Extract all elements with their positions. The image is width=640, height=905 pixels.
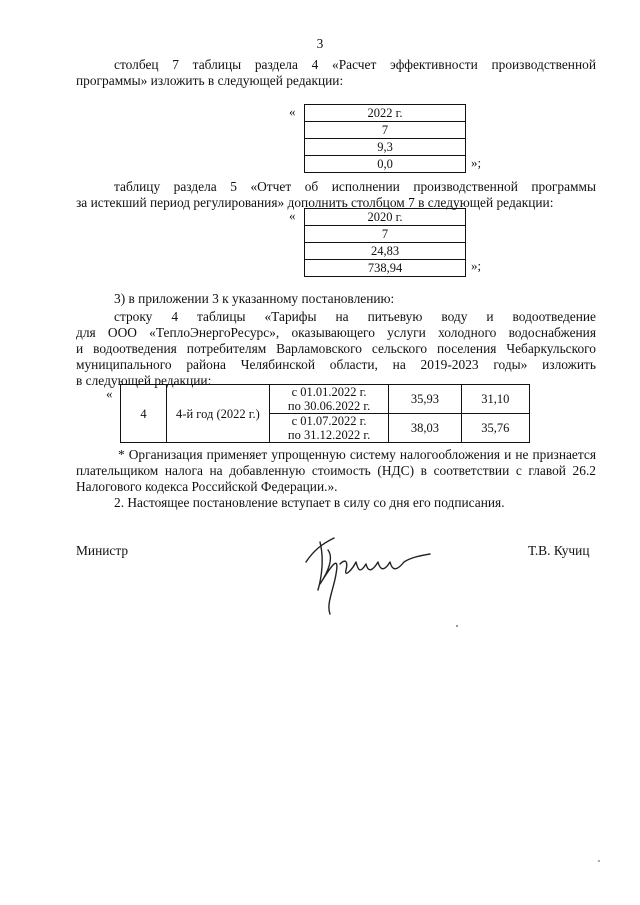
period-to: по 31.12.2022 г. (287, 428, 371, 442)
table3-value: 35,76 (461, 414, 529, 443)
page-number: 3 (316, 36, 324, 51)
table3-period (269, 414, 388, 443)
table2-cell: 2020 г. (305, 209, 466, 226)
table3-open-quote: « (106, 386, 113, 401)
table1-cell: 7 (305, 122, 466, 139)
signatory-title: Министр (76, 543, 129, 558)
para5: 2. Настоящее постановление вступает в силу со дня его подписания. (114, 495, 505, 510)
table3-row-number: 4 (121, 385, 167, 443)
table2 (304, 208, 466, 277)
table2-cell: 738,94 (305, 260, 466, 277)
period-from: с 01.07.2022 г. (291, 414, 367, 428)
period-to: по 30.06.2022 г. (287, 399, 371, 413)
table2-open-quote: « (289, 208, 296, 223)
table1-cell: 9,3 (305, 139, 466, 156)
table3-year: 4-й год (2022 г.) (166, 385, 269, 443)
table3-value: 35,93 (389, 385, 461, 414)
table1 (304, 104, 466, 173)
para4-line1: строку 4 таблицы «Тарифы на питьевую воду и водоотведение (114, 309, 596, 324)
table3-value: 38,03 (389, 414, 461, 443)
table2-cell: 7 (305, 226, 466, 243)
footnote-line1: * Организация применяет упрощенную систему налогообложения и не признается (118, 447, 596, 462)
para1-line1: столбец 7 таблицы раздела 4 «Расчет эффективности производственной (114, 57, 596, 72)
para4-line3: и водоотведения потребителям Варламовского сельского поселения Чебаркульского (76, 341, 596, 356)
table1-cell: 0,0 (305, 156, 466, 173)
table1-cell: 2022 г. (305, 105, 466, 122)
table1-close-quote: »; (471, 155, 482, 170)
para1-line2: программы» изложить в следующей редакции: (76, 73, 344, 88)
table1-open-quote: « (289, 104, 296, 119)
para3: 3) в приложении 3 к указанному постановлению: (114, 291, 395, 306)
para4-line4: муниципального района Челябинской области, на 2019-2023 годы» изложить (76, 357, 596, 372)
table2-cell: 24,83 (305, 243, 466, 260)
footnote-line2: плательщиком налога на добавленную стоимость (НДС) в соответствии с главой 26.2 (76, 463, 596, 478)
table3-value: 31,10 (461, 385, 529, 414)
scan-speck (598, 860, 600, 862)
para2-line2: за истекший период регулирования» дополнить столбцом 7 в следующей редакции: (76, 195, 554, 210)
signatory-name: Т.В. Кучиц (528, 543, 590, 558)
footnote-line3: Налогового кодекса Российской Федерации.». (76, 479, 338, 494)
table2-close-quote: »; (471, 258, 482, 273)
para4-line2: для ООО «ТеплоЭнергоРесурс», оказывающего услуги холодного водоснабжения (76, 325, 596, 340)
table3-period (269, 385, 388, 414)
para4-line5: в следующей редакции: (76, 373, 212, 388)
table3 (120, 384, 530, 443)
period-from: с 01.01.2022 г. (291, 385, 367, 399)
handwritten-signature (300, 528, 450, 618)
scan-speck (456, 625, 458, 627)
para2-line1: таблицу раздела 5 «Отчет об исполнении производственной программы (114, 179, 596, 194)
